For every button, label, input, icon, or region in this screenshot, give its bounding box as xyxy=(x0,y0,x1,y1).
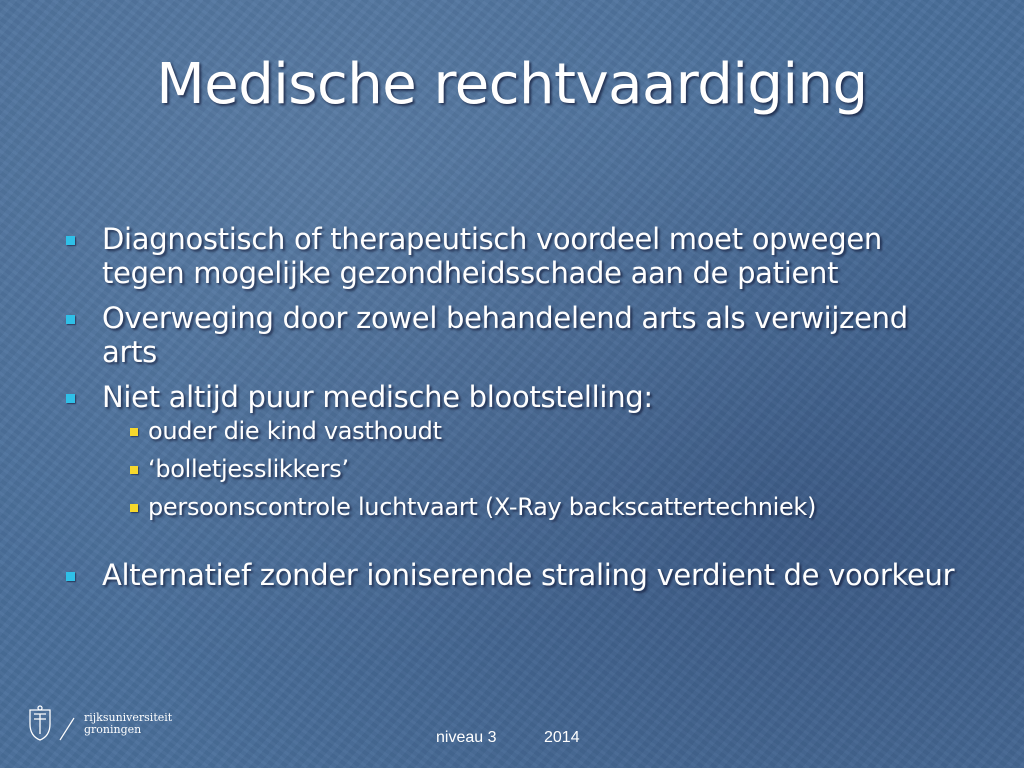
footer-year: 2014 xyxy=(544,729,580,746)
logo-divider xyxy=(60,718,74,740)
square-bullet-icon xyxy=(66,394,75,403)
square-bullet-icon xyxy=(130,428,138,436)
sub-bullet-list xyxy=(102,416,962,522)
slide-title: Medische rechtvaardiging xyxy=(156,52,868,117)
sub-bullet-text: ouder die kind vasthoudt xyxy=(148,417,442,445)
sub-bullet-item xyxy=(102,416,962,446)
logo-line-1: rijksuniversiteit xyxy=(84,711,173,724)
crest-icon xyxy=(30,706,50,740)
bullet-text: Alternatief zonder ioniserende straling verdient de voorkeur xyxy=(102,558,955,592)
bullet-item xyxy=(62,380,962,522)
bullet-text: Diagnostisch of therapeutisch voordeel moet opwegen tegen mogelijke gezondheidsschade aan de patient xyxy=(102,222,882,290)
square-bullet-icon xyxy=(66,236,75,245)
sub-bullet-text: ‘bolletjesslikkers’ xyxy=(148,455,349,483)
sub-bullet-item xyxy=(102,492,962,522)
square-bullet-icon xyxy=(130,504,138,512)
bullet-text: Niet altijd puur medische blootstelling: xyxy=(102,380,653,414)
square-bullet-icon xyxy=(66,315,75,324)
square-bullet-icon xyxy=(66,572,75,581)
bullet-item xyxy=(62,558,962,592)
sub-bullet-text: persoonscontrole luchtvaart (X-Ray backscattertechniek) xyxy=(148,493,817,521)
square-bullet-icon xyxy=(130,466,138,474)
footer-level: niveau 3 xyxy=(436,729,497,746)
bullet-item xyxy=(62,222,962,290)
bullet-item xyxy=(62,301,962,369)
logo-wordmark xyxy=(84,712,172,736)
bullet-text: Overweging door zowel behandelend arts als verwijzend arts xyxy=(102,301,908,369)
logo-line-2: groningen xyxy=(84,723,142,736)
bullet-list xyxy=(62,222,962,603)
sub-bullet-item xyxy=(102,454,962,484)
